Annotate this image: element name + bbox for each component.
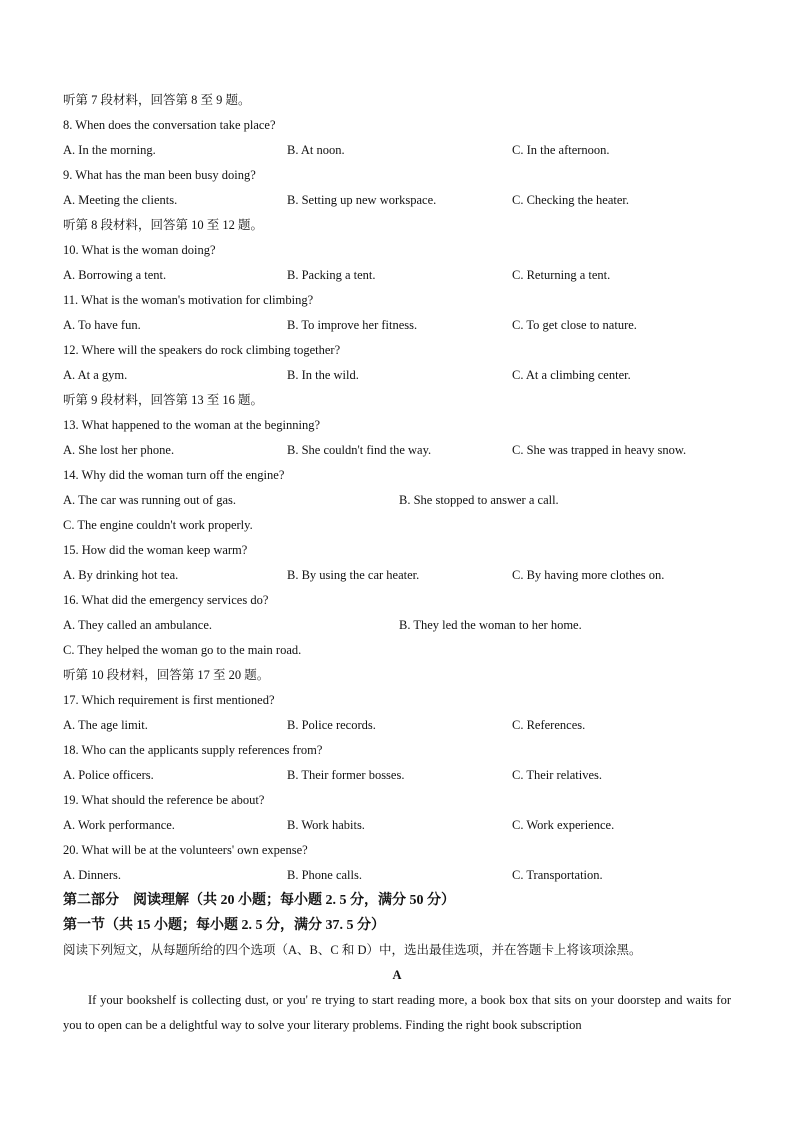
option-c: C. She was trapped in heavy snow. [512, 443, 687, 457]
option-b: B. To improve her fitness. [287, 318, 418, 332]
question-line: 13. What happened to the woman at the beginning? [63, 418, 320, 432]
option-c: C. At a climbing center. [512, 368, 631, 382]
question-line: 17. Which requirement is first mentioned? [63, 693, 275, 707]
option-c: C. Transportation. [512, 868, 603, 882]
option-b: B. In the wild. [287, 368, 359, 382]
option-c: C. Work experience. [512, 818, 615, 832]
option-c: C. In the afternoon. [512, 143, 610, 157]
option-b: B. Work habits. [287, 818, 365, 832]
option-b: B. They led the woman to her home. [399, 618, 582, 632]
options-row [63, 613, 731, 638]
option-b: B. By using the car heater. [287, 568, 420, 582]
question-line: 14. Why did the woman turn off the engine? [63, 468, 285, 482]
options-row [63, 863, 731, 888]
question-line: 16. What did the emergency services do? [63, 593, 269, 607]
instruction-line: 听第 8 段材料，回答第 10 至 12 题。 [63, 218, 264, 232]
passage-label: A [392, 968, 402, 982]
option-b: B. Their former bosses. [287, 768, 405, 782]
option-c: C. To get close to nature. [512, 318, 637, 332]
options-row [63, 313, 731, 338]
option-a: A. Borrowing a tent. [63, 268, 167, 282]
options-row [63, 138, 731, 163]
option-c: C. Checking the heater. [512, 193, 629, 207]
option-b: B. Phone calls. [287, 868, 362, 882]
option-a: A. Police officers. [63, 768, 154, 782]
question-line: 18. Who can the applicants supply references from? [63, 743, 323, 757]
option-a: A. To have fun. [63, 318, 141, 332]
options-row [63, 763, 731, 788]
question-line: 11. What is the woman's motivation for climbing? [63, 293, 314, 307]
question-line: C. The engine couldn't work properly. [63, 518, 253, 532]
question-line: 9. What has the man been busy doing? [63, 168, 256, 182]
option-a: A. Meeting the clients. [63, 193, 178, 207]
option-c: C. By having more clothes on. [512, 568, 665, 582]
question-line: 19. What should the reference be about? [63, 793, 265, 807]
passage-paragraph: If your bookshelf is collecting dust, or you' re trying to start reading more, a book box that sits on your doorstep and waits for you to open can be a delightful way to solve your literary problems. Finding the right book subscription [63, 993, 731, 1032]
option-a: A. They called an ambulance. [63, 618, 213, 632]
option-b: B. Police records. [287, 718, 376, 732]
option-a: A. She lost her phone. [63, 443, 175, 457]
instruction-line: 听第 10 段材料，回答第 17 至 20 题。 [63, 668, 270, 682]
option-c: C. Their relatives. [512, 768, 603, 782]
option-a: A. Work performance. [63, 818, 175, 832]
section-heading: 第一节（共 15 小题；每小题 2. 5 分，满分 37. 5 分） [63, 918, 385, 933]
question-line: 8. When does the conversation take place? [63, 118, 276, 132]
instruction-line: 阅读下列短文，从每题所给的四个选项（A、B、C 和 D）中，选出最佳选项，并在答题卡上将该项涂黑。 [63, 943, 642, 957]
option-b: B. Setting up new workspace. [287, 193, 437, 207]
question-line: 10. What is the woman doing? [63, 243, 216, 257]
page-content [63, 88, 731, 1038]
options-row [63, 813, 731, 838]
options-row [63, 188, 731, 213]
options-row [63, 713, 731, 738]
option-a: A. The age limit. [63, 718, 148, 732]
options-row [63, 563, 731, 588]
option-a: A. At a gym. [63, 368, 128, 382]
question-line: 15. How did the woman keep warm? [63, 543, 248, 557]
options-row [63, 438, 731, 463]
option-a: A. The car was running out of gas. [63, 493, 236, 507]
options-row [63, 363, 731, 388]
options-row [63, 488, 731, 513]
question-line: C. They helped the woman go to the main road. [63, 643, 302, 657]
question-line: 20. What will be at the volunteers' own expense? [63, 843, 308, 857]
option-b: B. Packing a tent. [287, 268, 376, 282]
question-line: 12. Where will the speakers do rock climbing together? [63, 343, 341, 357]
option-b: B. She couldn't find the way. [287, 443, 432, 457]
section-heading: 第二部分 阅读理解（共 20 小题；每小题 2. 5 分，满分 50 分） [63, 893, 455, 908]
option-c: C. References. [512, 718, 586, 732]
option-a: A. Dinners. [63, 868, 121, 882]
option-a: A. By drinking hot tea. [63, 568, 179, 582]
option-b: B. At noon. [287, 143, 345, 157]
option-a: A. In the morning. [63, 143, 156, 157]
options-row [63, 263, 731, 288]
instruction-line: 听第 7 段材料，回答第 8 至 9 题。 [63, 93, 251, 107]
option-b: B. She stopped to answer a call. [399, 493, 559, 507]
option-c: C. Returning a tent. [512, 268, 611, 282]
instruction-line: 听第 9 段材料，回答第 13 至 16 题。 [63, 393, 264, 407]
